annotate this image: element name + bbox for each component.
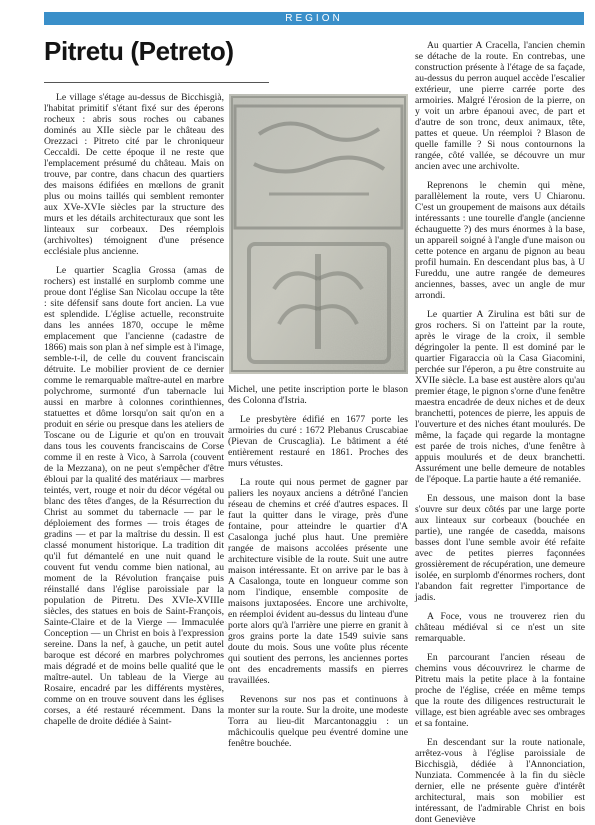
paragraph: Reprenons le chemin qui mène, parallèlement la route, vers U Chiaronu. C'est un groupement de maisons aux détails intéressants : une tourelle d'angle (ancienne échauguette ?) des murs énormes à la base, un appareil soigné à l'angle d'une maison ou cette potence en arganu de pignon au beau profil humain. En descendant plus bas, à U Fureddu, une autre rangée de demeures anciennes, basses, avec un angle de mur arrondi. bbox=[415, 180, 585, 301]
paragraph: Revenons sur nos pas et continuons à monter sur la route. Sur la droite, une modeste Torra au lieu-dit Marcantonaggiu : un mâchicoulis quelque peu éventré domine une fenêtre bouchée. bbox=[228, 694, 408, 749]
paragraph: En descendant sur la route nationale, arrêtez-vous à l'église paroissiale de Bicchisgià, dédiée à l'Annonciation, Nunziata. Commencée à la fin du siècle dernier, elle ne présente guère d'intérêt architectural, mais son mobilier est intéressant, de l'admirable Christ en bois dont Geneviève bbox=[415, 737, 585, 825]
paragraph: Le quartier Scaglia Grossa (amas de rochers) est installé en surplomb comme une proue dont l'église San Nicolau occupe la tête : site défensif sans doute fort ancien. La vue est splendide. L'église actuelle, reconstruite dans les années 1870, occupe le même emplacement que l'ancienne (cadastre de 1866) mais son plan à nef simple est à l'image, semble-t-il, de celle du couvent franciscain détruite. Le mobilier provient de ce dernier comme le remarquable maître-autel en marbre polychrome, surmonté d'un tabernacle lui aussi en marbre à colonnes corinthiennes, statuettes et dôme lorsqu'on sait qu'on en a produit en série ou presque dans les ateliers de Toscane ou de Ligurie et qu'on en trouvait dans tous les couvents franciscains de Corse comme il en reste à Vico, à Sarrola (couvent de la Mezzana), on ne peut s'empêcher d'être ébloui par la qualité des matériaux — marbres teintés, vert, rouge et noir du décor végétal ou blanc des têtes d'anges, de la Résurrection du Christ au sommet du tabernacle — par le déploiement des formes — trois étages de gradins — et par la maîtrise du dessin. Il est classé monument historique. La tradition dit qu'il fut démantelé en une nuit quand le couvent fut vendu comme bien national, au moment de la Révolution française puis réinstallé dans l'église paroissiale par la population de Pitretu. Des XVIe-XVIIIe siècles, des statues en bois de Saint-François, Sainte-Claire et de la Vierge — Immaculée Conception — un Christ en bois à l'expression sereine. Dans la nef, à gauche, un petit autel baroque est décoré en marbres polychromes mais dégradé et de moins belle qualité que le maître-autel. Un tableau de la Vierge au Rosaire, encadré par les différents mystères, comme on en trouve souvent dans les églises corses, a été restauré récemment. Dans la chapelle de droite dédiée à Saint- bbox=[44, 265, 224, 727]
paragraph: Le presbytère édifié en 1677 porte les armoiries du curé : 1672 Plebanus Cruscabiae (Pievan de Cruscaglia). Le bâtiment a été entièrement restauré en 1861. Proches des murs vétustes. bbox=[228, 414, 408, 469]
article-column-2 bbox=[228, 384, 408, 764]
paragraph: Le village s'étage au-dessus de Bicchisgià, l'habitat primitif s'étant fixé sur des éperons rocheux : abris sous roches ou cabanes dominés au XIIe siècle par le château des Orezzaci : Pitreto cité par le chroniqueur Ceccaldi. De cette époque il ne reste que l'emplacement présumé du château. Mais on trouve, par contre, dans chacun des quartiers des maisons édifiées en mœllons de granit plus ou moins taillés qui semblent remonter aux XVe-XVIe siècles par la structure des murs et les détails architecturaux que sont les linteaux sur corbeaux. Des réemplois (archivoltes) témoignent d'une présence ecclésiale plus ancienne. bbox=[44, 92, 224, 257]
paragraph: A Foce, vous ne trouverez rien du château médiéval si ce n'est un site remarquable. bbox=[415, 611, 585, 644]
paragraph: En parcourant l'ancien réseau de chemins vous découvrirez le charme de Pitretu mais la petite place à la fontaine proche de l'église, créée en même temps que la route des diligences restructurait le village, est bien agréable avec ses ombrages et sa fontaine. bbox=[415, 652, 585, 729]
paragraph: La route qui nous permet de gagner par paliers les noyaux anciens a détrôné l'ancien réseau de chemins et créé d'autres espaces. Il faut la quitter dans le virage, près d'une fontaine, pour atteindre le quartier d'A Casalonga juché plus haut. Une première rangée de maisons accolées présente une architecture visible de la route. Suit une autre maison intéressante. Et on arrive par le bas à A Casalonga, toute en longueur comme son nom l'indique, ensemble composite de maisons juxtaposées. Encore une archivolte, en réemploi évident au-dessus du linteau d'une porte alors qu'à l'arrière une pierre en granit à gros grains porte la date 1549 suivie sans doute du mois. Sous une voûte plus récente qui soutient des perrons, les anciennes portes ont des encadrements massifs en pierres travaillées. bbox=[228, 477, 408, 686]
title-divider bbox=[44, 82, 269, 83]
article-title: Pitretu (Petreto) bbox=[44, 36, 234, 66]
article-column-3 bbox=[415, 40, 585, 825]
paragraph: Michel, une petite inscription porte le blason des Colonna d'Istria. bbox=[228, 384, 408, 406]
carved-stone-photo bbox=[229, 94, 408, 374]
section-header-bar bbox=[44, 12, 584, 25]
section-label: REGION bbox=[285, 13, 343, 24]
paragraph: Le quartier A Zirulina est bâti sur de gros rochers. Si on l'atteint par la route, après le virage de la croix, il semble dégringoler la pente. Il est dominé par le quartier Figaraccia où la Casa Giacomini, perchée sur l'éperon, a pu être construite au XVIIe siècle. La base est austère alors qu'au premier étage, le pignon s'orne d'une fenêtre maestra encadrée de deux niches et de deux branchetti, potences de pierre, les appuis de l'ouverture et des niches étant moulurés. De même, la façade qui regarde la montagne est parée de trois niches, d'une fenêtre à appuis moulurés et de deux branchetti. Assurément une belle demeure de notables de l'époque. La partie haute a été remaniée. bbox=[415, 309, 585, 485]
paragraph: En dessous, une maison dont la base s'ouvre sur deux côtés par une large porte aux linteaux sur corbeaux (bouchée en partie), une rangée de casedda, maisons basses dont l'une semble avoir été refaite avec de petites pierres façonnées grossièrement de récupération, une demeure isolée, en surplomb d'énormes rochers, dont l'abandon fait regretter l'importance de jadis. bbox=[415, 493, 585, 603]
paragraph: Au quartier A Cracella, l'ancien chemin se détache de la route. En contrebas, une construction présente à l'étage de sa façade, au-dessus du perron auquel accède l'escalier extérieur, une pierre carrée porte des armoiries. Malgré l'érosion de la pierre, on y voit un arbre épanoui avec, de part et d'autre de son tronc, deux animaux, tête, pattes et queue. Un réemploi ? Blason de quelle famille ? Si nous contournons la rangée, côté vallée, se découvre un mur ancien avec une archivolte. bbox=[415, 40, 585, 172]
article-column-1 bbox=[44, 92, 224, 762]
